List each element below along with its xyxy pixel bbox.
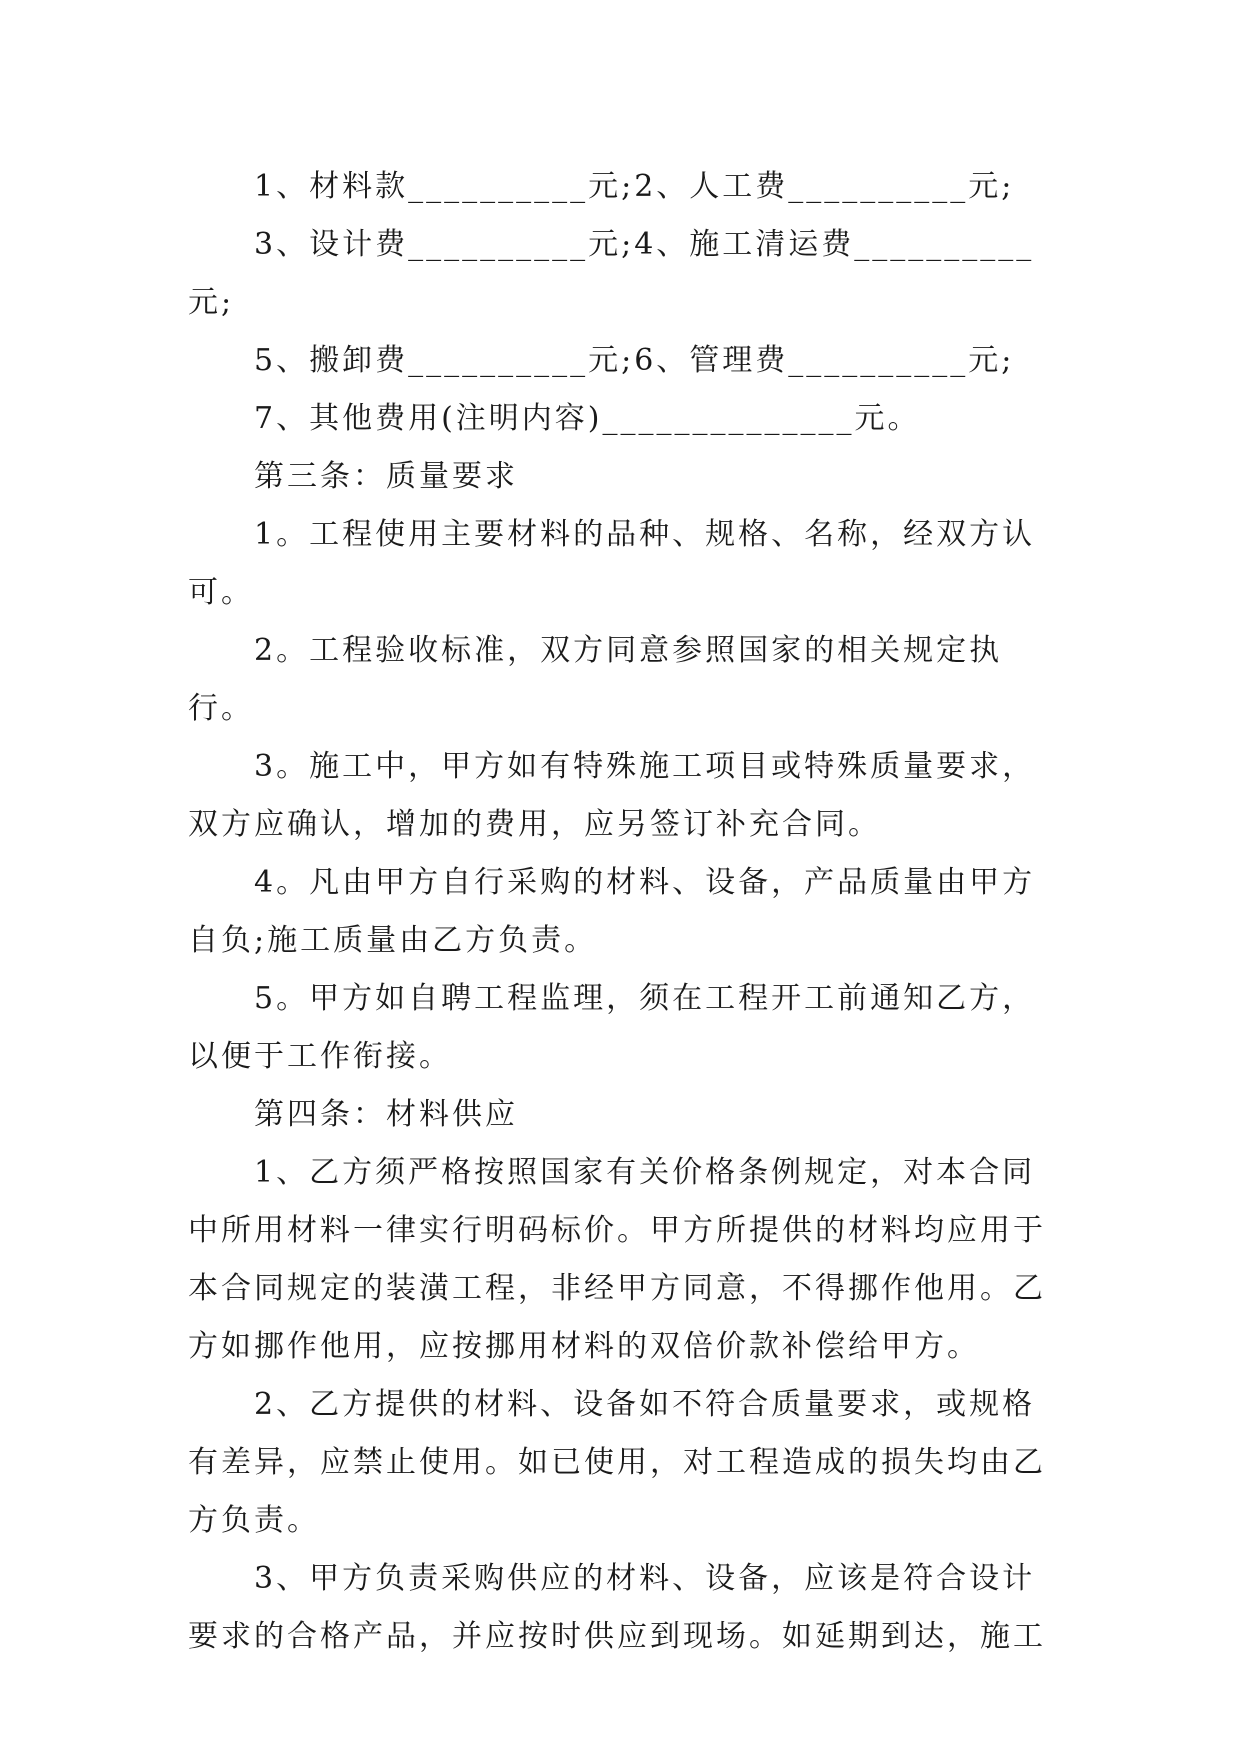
- materials-clause-2: 2、乙方提供的材料、设备如不符合质量要求，或规格有差异，应禁止使用。如已使用，对工程造成的损失均由乙方负责。: [188, 1387, 1046, 1538]
- section-heading-materials: 第四条：材料供应: [254, 1097, 518, 1132]
- quality-clause-1: 1。工程使用主要材料的品种、规格、名称，经双方认可。: [188, 517, 1036, 610]
- materials-clause-1: 1、乙方须严格按照国家有关价格条例规定，对本合同中所用材料一律实行明码标价。甲方所提供的材料均应用于本合同规定的装潢工程，非经甲方同意，不得挪作他用。乙方如挪作他用，应按挪用材料的双倍价款补偿给甲方。: [188, 1155, 1046, 1364]
- materials-clause-3: 3、甲方负责采购供应的材料、设备，应该是符合设计要求的合格产品，并应按时供应到现场。如延期到达，施工: [188, 1561, 1046, 1654]
- section-heading-quality: 第三条：质量要求: [254, 459, 518, 494]
- fee-line-1: 1、材料款__________元;2、人工费__________元;: [254, 169, 1015, 204]
- quality-clause-5: 5。甲方如自聘工程监理，须在工程开工前通知乙方，以便于工作衔接。: [188, 981, 1036, 1074]
- quality-clause-2: 2。工程验收标准，双方同意参照国家的相关规定执行。: [188, 633, 1003, 726]
- quality-clause-3: 3。施工中，甲方如有特殊施工项目或特殊质量要求，双方应确认，增加的费用，应另签订补充合同。: [188, 749, 1036, 842]
- quality-clause-4: 4。凡由甲方自行采购的材料、设备，产品质量由甲方自负;施工质量由乙方负责。: [188, 865, 1036, 958]
- document-body: [188, 158, 1068, 1666]
- fee-line-2: 3、设计费__________元;4、施工清运费__________元;: [188, 227, 1035, 320]
- fee-line-3: 5、搬卸费__________元;6、管理费__________元;: [254, 343, 1015, 378]
- fee-line-4: 7、其他费用(注明内容)______________元。: [254, 401, 921, 436]
